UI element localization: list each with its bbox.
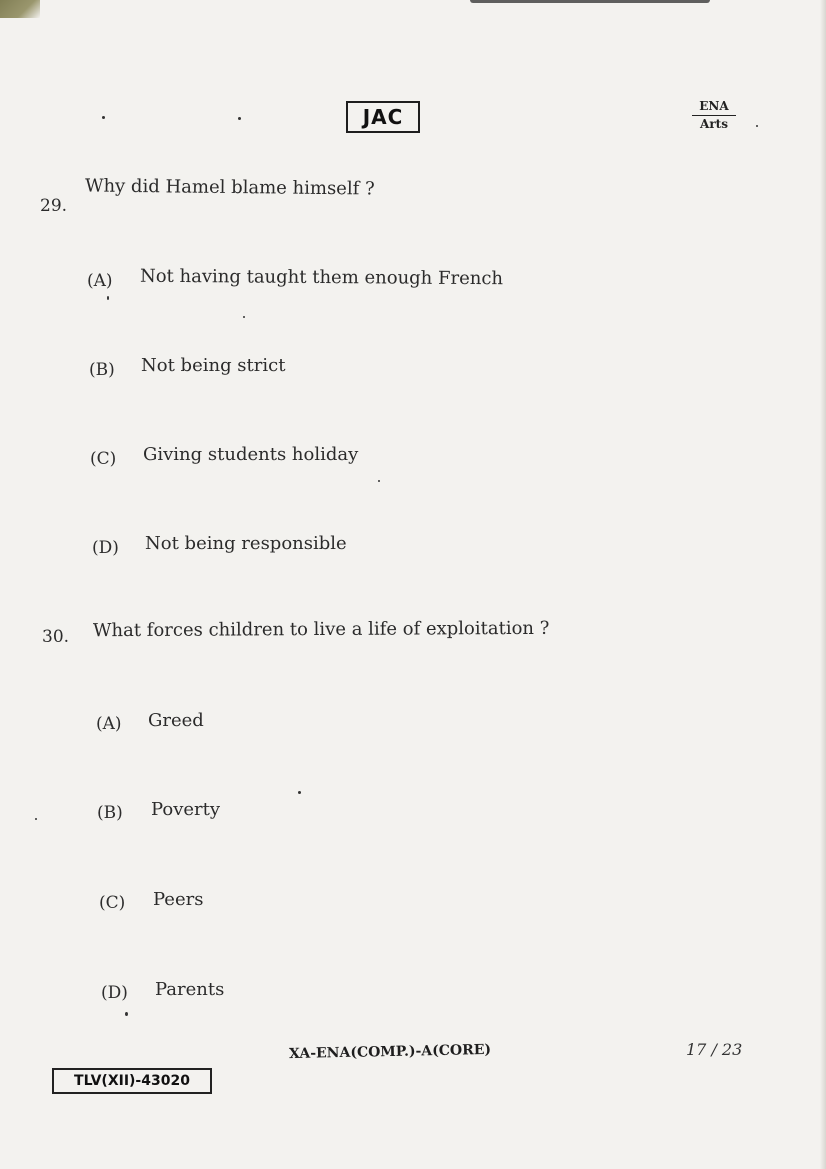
scan-speck [378, 480, 380, 482]
question-29-option-d-letter: (D) [92, 538, 119, 558]
footer-paper-code: XA-ENA(COMP.)-A(CORE) [288, 1041, 492, 1063]
question-30-option-b-text: Poverty [151, 799, 221, 820]
stream-top: ENA [692, 99, 736, 116]
scan-speck [243, 316, 245, 318]
question-29-number: 29. [40, 196, 68, 216]
question-29-option-a-text: Not having taught them enough French [139, 265, 504, 290]
question-29-option-a-letter: (A) [87, 271, 113, 291]
scan-top-edge [470, 0, 710, 3]
question-30-option-d-text: Parents [155, 979, 225, 1000]
board-label: JAC [346, 101, 420, 133]
question-29-option-d-text: Not being responsible [145, 533, 347, 554]
stream-bottom: Arts [700, 117, 728, 131]
question-30-option-c-letter: (C) [99, 893, 126, 913]
scan-speck [107, 296, 109, 300]
stream-label [692, 99, 736, 132]
question-30-option-d-letter: (D) [101, 983, 128, 1003]
question-29-text: Why did Hamel blame himself ? [84, 175, 375, 200]
scan-speck [238, 117, 241, 120]
question-30-option-a-text: Greed [148, 710, 204, 731]
scan-speck [102, 116, 105, 119]
question-29-option-c-letter: (C) [90, 449, 117, 469]
scan-speck [298, 791, 301, 794]
scan-right-edge [820, 0, 826, 1169]
scan-corner-mark [0, 0, 40, 18]
footer-code: TLV(XII)-43020 [52, 1068, 212, 1094]
question-30-option-a-letter: (A) [96, 714, 122, 734]
question-29-option-b-text: Not being strict [141, 355, 286, 376]
question-30-option-c-text: Peers [153, 889, 204, 910]
scan-speck [35, 818, 37, 820]
question-29-option-c-text: Giving students holiday [143, 444, 359, 465]
question-30-option-b-letter: (B) [97, 803, 123, 823]
question-29-option-b-letter: (B) [89, 360, 115, 380]
footer-page-number: 17 / 23 [686, 1040, 743, 1059]
scan-speck [125, 1012, 128, 1016]
question-30-number: 30. [42, 627, 70, 647]
scan-speck [756, 125, 758, 127]
question-30-text: What forces children to live a life of exploitation ? [92, 617, 550, 642]
